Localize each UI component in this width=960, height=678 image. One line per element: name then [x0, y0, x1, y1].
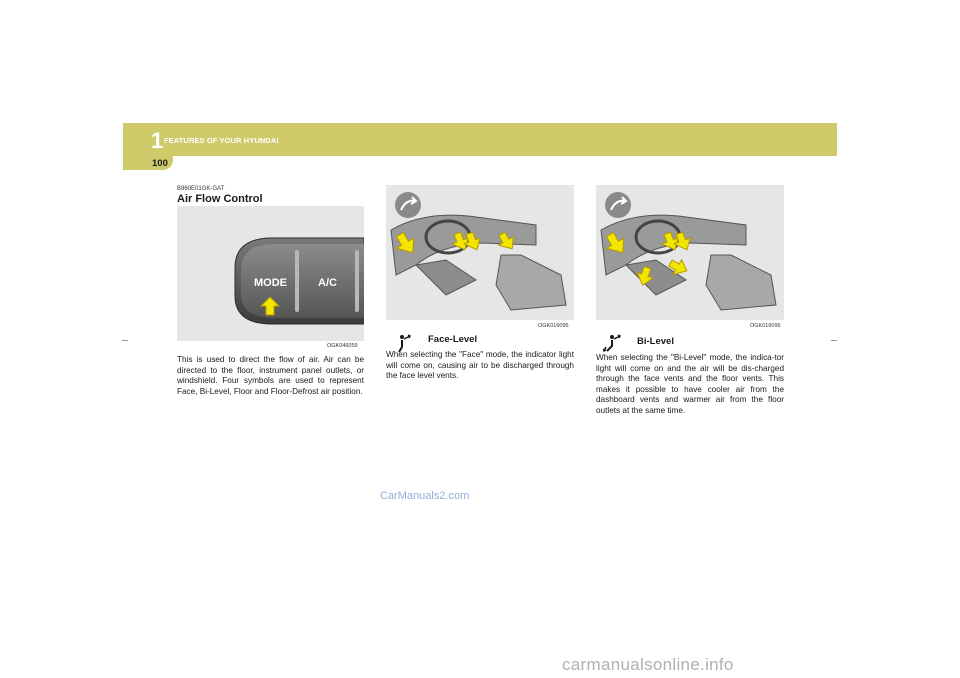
face-level-description: When selecting the "Face" mode, the indicator light will come on, causing air to be discharged through the face level vents.: [386, 350, 574, 381]
crop-mark-right: [831, 340, 837, 341]
face-level-figure: [386, 185, 574, 320]
air-flow-description: This is used to direct the flow of air. Air can be directed to the floor, instrument panel outlets, or windshield. Four symbols are used to represent Face, Bi-Level, Floor and Floor-Defrost air position.: [177, 355, 364, 396]
mode-panel-figure: [177, 206, 364, 341]
mode-panel-illustration: [177, 206, 364, 341]
section-title: Air Flow Control: [177, 193, 263, 205]
chapter-title: FEATURES OF YOUR HYUNDAI: [164, 136, 279, 145]
chapter-number: 1: [151, 128, 164, 153]
page-number: 100: [152, 158, 168, 169]
dashboard-illustration: [596, 185, 784, 320]
footer-watermark[interactable]: carmanualsonline.info: [562, 655, 734, 674]
face-level-heading: Face-Level: [428, 334, 478, 345]
bi-level-description: When selecting the "Bi-Level" mode, the indica-tor light will come on and the air will be dis-charged through the face vents and the floor vents. This makes it possible to have cooler air from the dashboard vents and warmer air from the floor outlets at the same time.: [596, 353, 784, 415]
figure-code: OGK016095: [538, 323, 569, 329]
figure-code: OGK016096: [750, 323, 781, 329]
up-arrow-icon: [259, 295, 281, 317]
bi-level-figure: [596, 185, 784, 320]
center-watermark[interactable]: CarManuals2.com: [380, 490, 470, 502]
bi-level-heading: Bi-Level: [637, 336, 674, 347]
section-code: B960E01GK-GAT: [177, 186, 225, 192]
dashboard-illustration: [386, 185, 574, 320]
crop-mark-left: [122, 340, 128, 341]
ac-button-label: A/C: [318, 277, 337, 289]
bi-level-mode-icon: [603, 334, 623, 354]
figure-code: OGK046059: [327, 343, 358, 349]
mode-button-label: MODE: [254, 277, 287, 289]
